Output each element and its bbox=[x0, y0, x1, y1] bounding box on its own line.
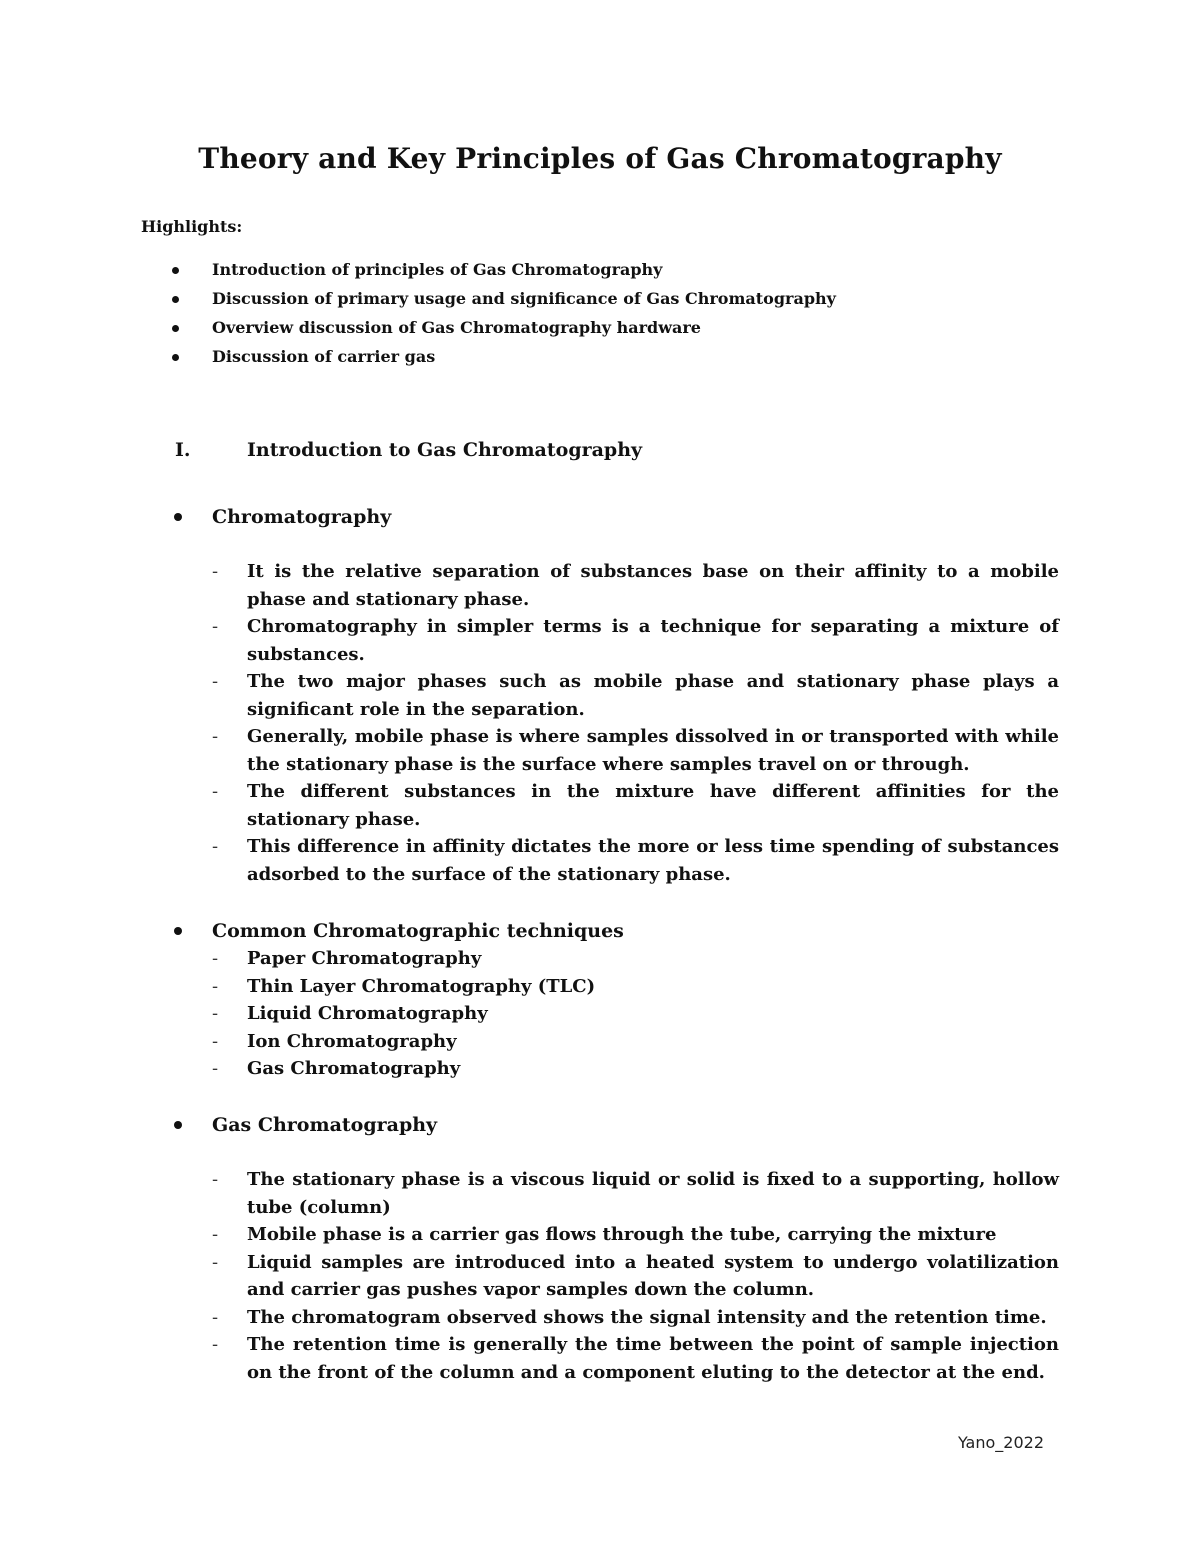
list-item-text: Paper Chromatography bbox=[247, 948, 482, 969]
page-footer: Yano_2022 bbox=[957, 1433, 1044, 1452]
bullet-icon bbox=[174, 513, 182, 521]
highlight-item bbox=[0, 316, 1200, 345]
dash-marker: - bbox=[212, 781, 219, 802]
list-item bbox=[0, 613, 1200, 668]
dash-marker: - bbox=[212, 1251, 219, 1273]
dash-marker: - bbox=[212, 1334, 219, 1355]
dash-marker: - bbox=[212, 1169, 219, 1190]
list-item-text: Liquid Chromatography bbox=[247, 1003, 488, 1024]
list-item bbox=[0, 945, 1200, 973]
topic-items-chromatography bbox=[0, 558, 1200, 888]
bullet-icon bbox=[172, 296, 179, 303]
dash-marker: - bbox=[212, 671, 219, 692]
bullet-icon bbox=[172, 354, 179, 361]
dash-marker: - bbox=[212, 616, 219, 637]
list-item bbox=[0, 723, 1200, 778]
list-item bbox=[0, 973, 1200, 1001]
list-item bbox=[0, 668, 1200, 723]
highlight-text: Discussion of primary usage and significance of Gas Chromatography bbox=[212, 289, 836, 308]
list-item bbox=[0, 1000, 1200, 1028]
highlights-label: Highlights: bbox=[141, 217, 243, 236]
list-item-text: The chromatogram observed shows the signal intensity and the retention time. bbox=[247, 1306, 1047, 1328]
topic-heading-text: Chromatography bbox=[212, 506, 392, 528]
section-number: I. bbox=[175, 439, 191, 461]
list-item-text: Thin Layer Chromatography (TLC) bbox=[247, 975, 596, 997]
document-title: Theory and Key Principles of Gas Chromatography bbox=[198, 142, 1002, 175]
list-item bbox=[0, 1221, 1200, 1249]
list-item-text: The two major phases such as mobile phase and stationary phase plays a significant role in the separation. bbox=[247, 671, 1059, 720]
list-item bbox=[0, 1304, 1200, 1332]
list-item-text: It is the relative separation of substances base on their affinity to a mobile phase and stationary phase. bbox=[247, 561, 1059, 610]
list-item bbox=[0, 1331, 1200, 1386]
list-item-text: Gas Chromatography bbox=[247, 1058, 461, 1079]
list-item-text: Mobile phase is a carrier gas flows through the tube, carrying the mixture bbox=[247, 1224, 997, 1245]
list-item-text: Liquid samples are introduced into a heated system to undergo volatilization and carrier gas pushes vapor samples down the column. bbox=[247, 1251, 1059, 1300]
highlight-item bbox=[0, 287, 1200, 316]
list-item-text: The retention time is generally the time between the point of sample injection on the front of the column and a component eluting to the detector at the end. bbox=[247, 1334, 1059, 1383]
dash-marker: - bbox=[212, 1224, 219, 1245]
list-item-text: The different substances in the mixture have different affinities for the stationary phase. bbox=[247, 781, 1059, 830]
list-item bbox=[0, 1249, 1200, 1304]
dash-marker: - bbox=[212, 1058, 219, 1079]
dash-marker: - bbox=[212, 836, 219, 857]
list-item bbox=[0, 778, 1200, 833]
highlight-text: Overview discussion of Gas Chromatography hardware bbox=[212, 318, 701, 337]
list-item-text: This difference in affinity dictates the more or less time spending of substances adsorbed to the surface of the stationary phase. bbox=[247, 836, 1059, 885]
dash-marker: - bbox=[212, 726, 219, 747]
dash-marker: - bbox=[212, 561, 219, 582]
list-item-text: Chromatography in simpler terms is a technique for separating a mixture of substances. bbox=[247, 616, 1059, 665]
list-item-text: The stationary phase is a viscous liquid or solid is fixed to a supporting, hollow tube (column) bbox=[247, 1169, 1059, 1218]
list-item bbox=[0, 833, 1200, 888]
list-item bbox=[0, 1166, 1200, 1221]
highlight-item bbox=[0, 258, 1200, 287]
dash-marker: - bbox=[212, 948, 219, 969]
bullet-icon bbox=[172, 325, 179, 332]
dash-marker: - bbox=[212, 1030, 219, 1052]
highlights-list bbox=[0, 258, 1200, 374]
list-item-text: Ion Chromatography bbox=[247, 1030, 457, 1052]
list-item bbox=[0, 1055, 1200, 1083]
bullet-icon bbox=[172, 267, 179, 274]
highlight-text: Introduction of principles of Gas Chromatography bbox=[212, 260, 663, 279]
list-item bbox=[0, 558, 1200, 613]
topic-items-techniques bbox=[0, 945, 1200, 1083]
highlight-text: Discussion of carrier gas bbox=[212, 347, 436, 366]
section-title: Introduction to Gas Chromatography bbox=[247, 439, 643, 461]
list-item bbox=[0, 1028, 1200, 1056]
topic-heading-text: Common Chromatographic techniques bbox=[212, 920, 624, 942]
dash-marker: - bbox=[212, 975, 219, 997]
topic-items-gas-chromatography bbox=[0, 1166, 1200, 1386]
topic-heading-text: Gas Chromatography bbox=[212, 1114, 438, 1136]
dash-marker: - bbox=[212, 1306, 219, 1328]
highlight-item bbox=[0, 345, 1200, 374]
bullet-icon bbox=[174, 927, 182, 935]
bullet-icon bbox=[174, 1121, 182, 1129]
list-item-text: Generally, mobile phase is where samples dissolved in or transported with while the stationary phase is the surface where samples travel on or through. bbox=[247, 726, 1059, 775]
dash-marker: - bbox=[212, 1003, 219, 1024]
